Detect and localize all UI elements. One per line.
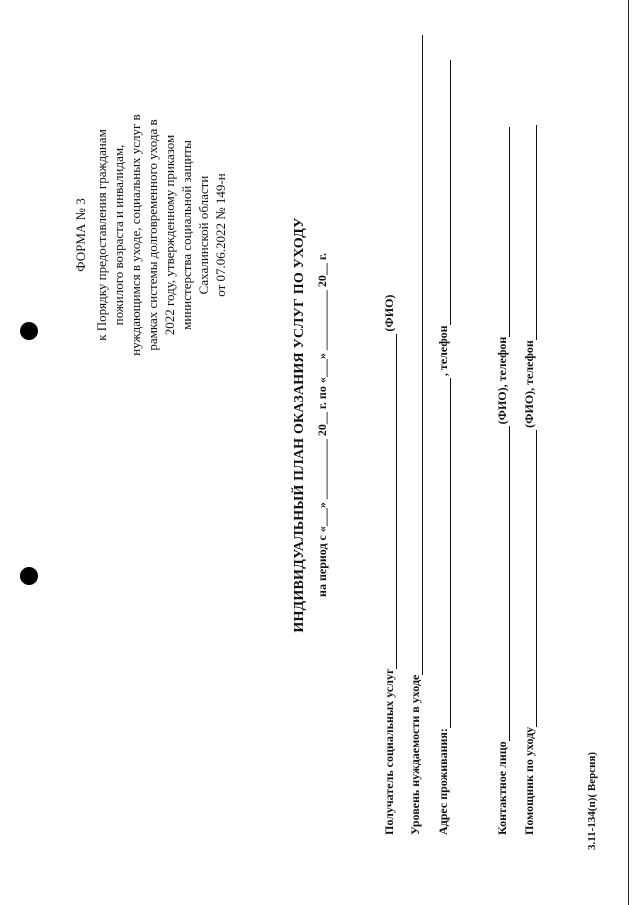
contact-field: [495, 127, 510, 835]
assistant-blank: [526, 430, 537, 727]
contact-phone-blank: [499, 127, 510, 337]
address-label: Адрес проживания:: [436, 728, 450, 835]
contact-label: Контактное лицо: [495, 741, 509, 835]
recipient-field: [382, 295, 397, 835]
form-number: ФОРМА № 3: [73, 198, 88, 272]
address-suffix: , телефон: [436, 325, 450, 377]
recipient-label: Получатель социальных услуг: [382, 668, 396, 835]
document-code: 3.11-134(п)( Версия): [586, 751, 598, 850]
header-line: министерства социальной защиты: [179, 140, 194, 330]
assistant-label: Помощник по уходу: [522, 726, 536, 835]
header-line: от 07.06.2022 № 149-н: [213, 173, 228, 297]
assistant-suffix: (ФИО), телефон: [522, 340, 536, 428]
assistant-phone-blank: [526, 125, 537, 340]
contact-suffix: (ФИО), телефон: [495, 336, 509, 425]
assistant-field: [522, 125, 537, 835]
period-line: на период с «___» __________ 20__ г. по «___» __________ 20__ г.: [315, 253, 329, 597]
address-blank: [440, 378, 451, 728]
header-line: 2022 году, утвержденному приказом: [162, 134, 177, 336]
header-line: рамках системы долговременного ухода в: [145, 119, 160, 351]
need-level-field: [408, 35, 423, 835]
need-level-label: Уровень нуждаемости в уходе: [408, 674, 422, 835]
header-line: к Порядку предоставления гражданам: [94, 129, 109, 341]
document-title: ИНДИВИДУАЛЬНЫЙ ПЛАН ОКАЗАНИЯ УСЛУГ ПО УХОДУ: [292, 217, 307, 633]
recipient-suffix: (ФИО): [382, 294, 396, 332]
phone-blank: [440, 60, 451, 325]
contact-blank: [499, 426, 510, 741]
address-field: [436, 60, 451, 835]
header-block: [72, 85, 229, 385]
need-level-blank: [412, 35, 423, 675]
header-line: Сахалинской области: [196, 175, 211, 295]
header-line: пожилого возраста и инвалидам,: [111, 144, 126, 326]
recipient-blank: [386, 334, 397, 669]
header-line: нуждающимся в уходе, социальных услуг в: [128, 114, 143, 356]
